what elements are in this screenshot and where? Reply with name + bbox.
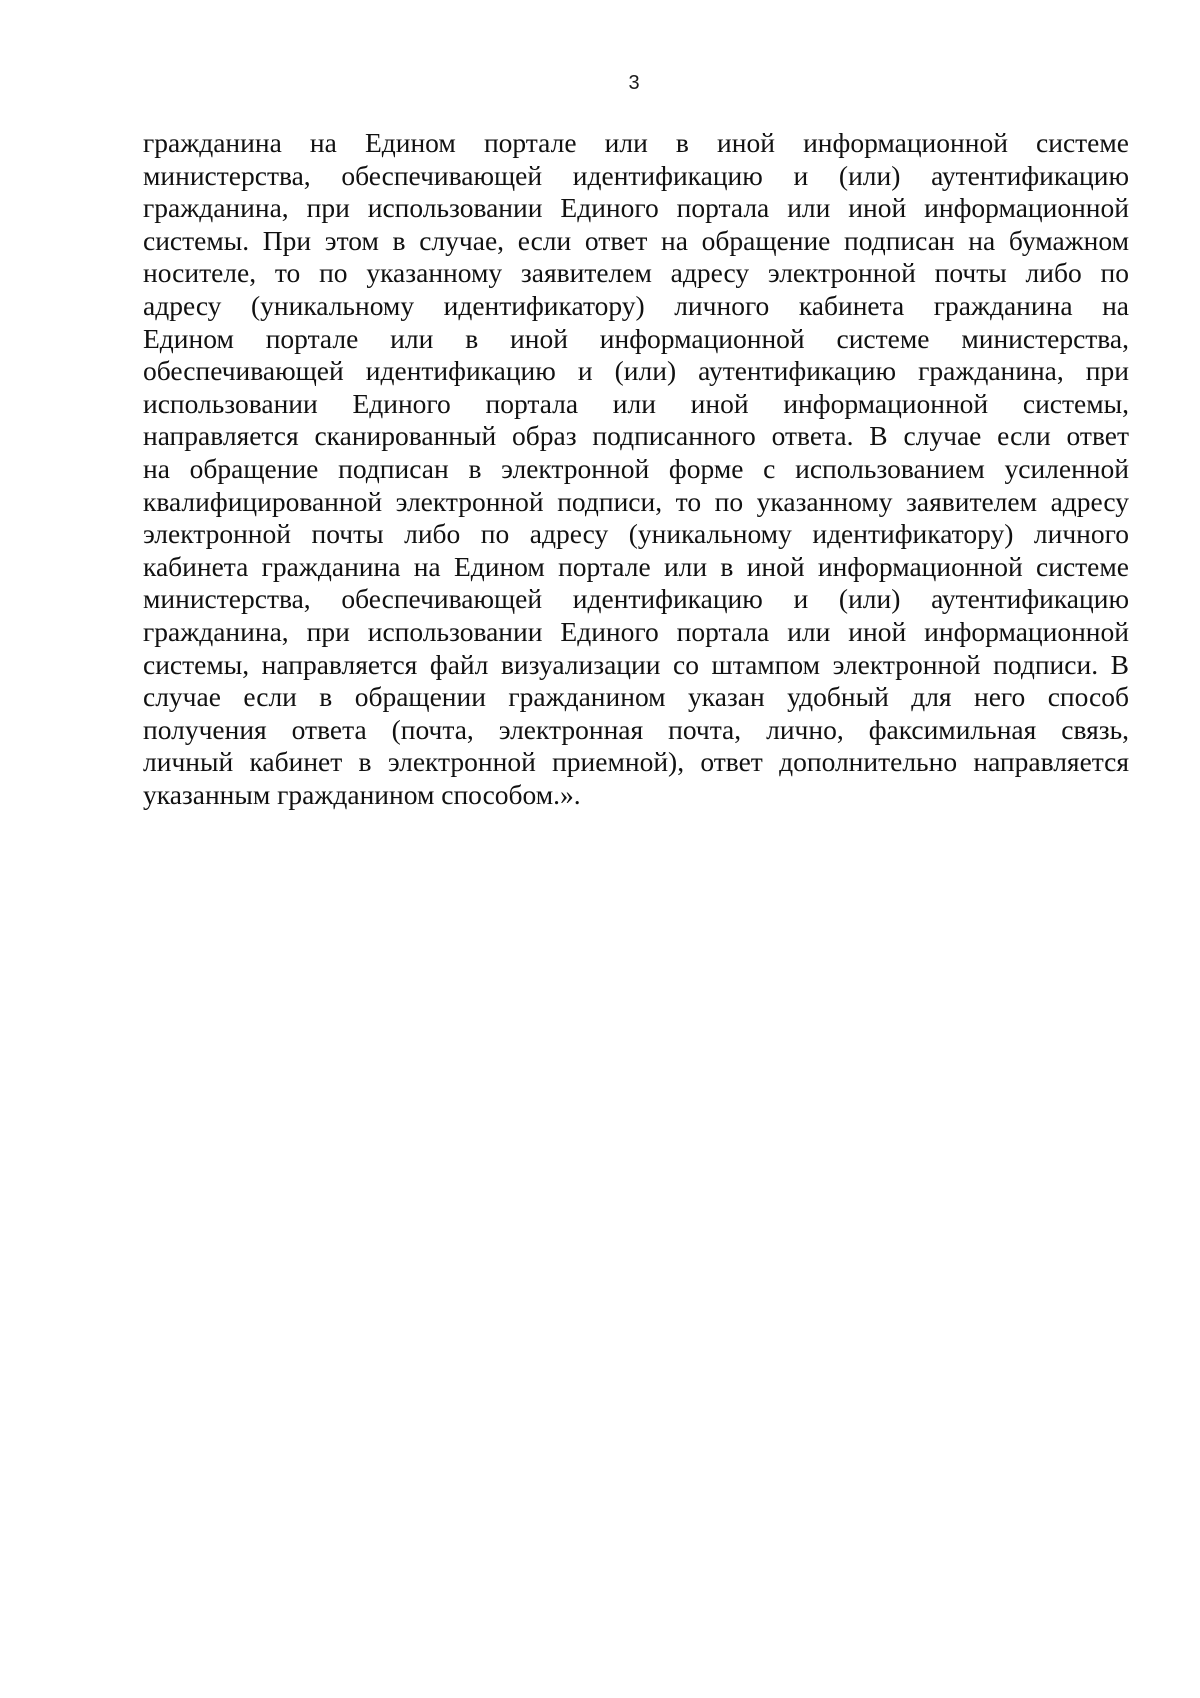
text-line: Едином портале или в иной информационной системе министерства,	[143, 322, 1129, 354]
text-line: гражданина, при использовании Единого портала или иной информационной	[143, 192, 1129, 224]
text-line: на обращение подписан в электронной форме с использованием усиленной	[143, 452, 1129, 484]
text-line: электронной почты либо по адресу (уникальному идентификатору) личного	[143, 518, 1129, 550]
text-line: обеспечивающей идентификацию и (или) аутентификацию гражданина, при	[143, 355, 1129, 387]
text-line: министерства, обеспечивающей идентификацию и (или) аутентификацию	[143, 159, 1129, 191]
text-line: системы. При этом в случае, если ответ на обращение подписан на бумажном	[143, 224, 1129, 256]
text-line: указанным гражданином способом.».	[143, 778, 581, 810]
text-line: гражданина на Едином портале или в иной информационной системе	[143, 127, 1129, 158]
text-line: направляется сканированный образ подписанного ответа. В случае если ответ	[143, 420, 1129, 452]
text-line: гражданина, при использовании Единого портала или иной информационной	[143, 615, 1129, 647]
body-paragraph	[143, 127, 1129, 811]
text-line: министерства, обеспечивающей идентификацию и (или) аутентификацию	[143, 583, 1129, 615]
text-line: кабинета гражданина на Едином портале или в иной информационной системе	[143, 550, 1129, 582]
text-line: системы, направляется файл визуализации со штампом электронной подписи. В	[143, 648, 1129, 680]
text-line: носителе, то по указанному заявителем адресу электронной почты либо по	[143, 257, 1129, 289]
text-line: случае если в обращении гражданином указан удобный для него способ	[143, 681, 1129, 713]
text-line: использовании Единого портала или иной информационной системы,	[143, 387, 1129, 419]
text-line: квалифицированной электронной подписи, то по указанному заявителем адресу	[143, 485, 1129, 517]
text-line: личный кабинет в электронной приемной), ответ дополнительно направляется	[143, 746, 1129, 778]
page-number: 3	[628, 72, 640, 94]
text-line: получения ответа (почта, электронная почта, лично, факсимильная связь,	[143, 713, 1129, 745]
text-line: адресу (уникальному идентификатору) личного кабинета гражданина на	[143, 289, 1129, 321]
